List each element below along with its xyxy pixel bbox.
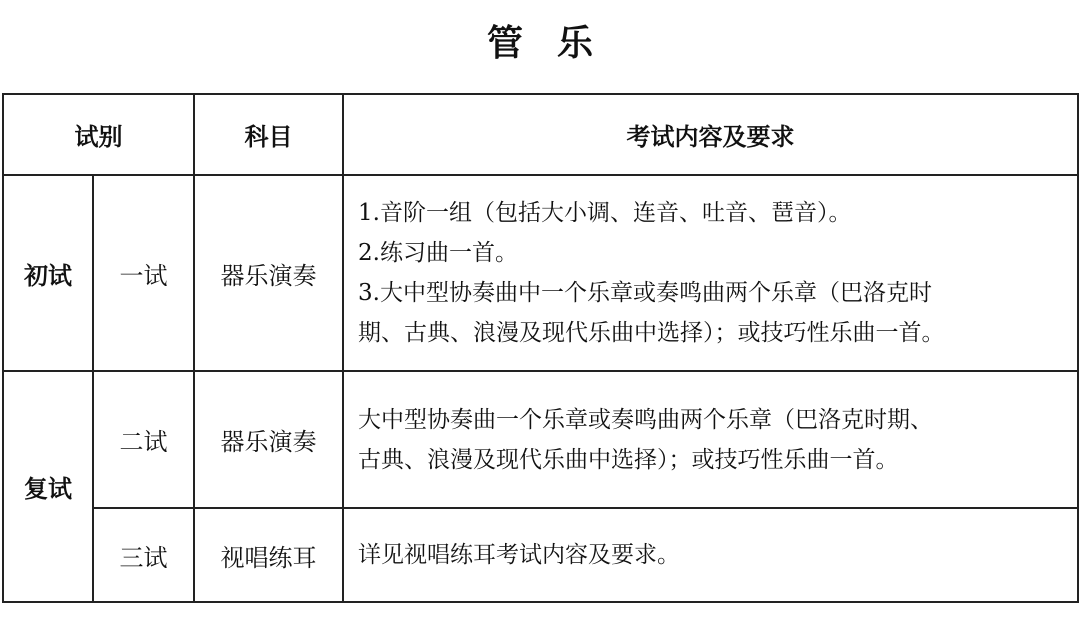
header-content: 考试内容及要求 — [343, 94, 1078, 175]
content-line: 古典、浪漫及现代乐曲中选择）；或技巧性乐曲一首。 — [358, 446, 899, 473]
subject-cell: 视唱练耳 — [194, 508, 343, 602]
table-row — [3, 371, 1078, 508]
content-line: 期、古典、浪漫及现代乐曲中选择）；或技巧性乐曲一首。 — [358, 320, 945, 346]
table-row — [3, 175, 1078, 371]
round-cell: 二试 — [93, 371, 194, 508]
exam-table — [2, 93, 1079, 603]
title-char-1: 管 — [486, 23, 523, 64]
round-cell: 一试 — [93, 175, 194, 371]
content-line: 2.练习曲一首。 — [358, 240, 518, 266]
level-cell: 复试 — [3, 371, 93, 602]
content-cell — [343, 371, 1078, 508]
content-cell — [343, 508, 1078, 602]
content-line: 大中型协奏曲一个乐章或奏鸣曲两个乐章（巴洛克时期、 — [358, 406, 933, 433]
subject-cell: 器乐演奏 — [194, 371, 343, 508]
header-subject: 科目 — [194, 94, 343, 175]
content-line: 1.音阶一组（包括大小调、连音、吐音、琶音）。 — [358, 200, 852, 226]
level-cell: 初试 — [3, 175, 93, 371]
content-line: 详见视唱练耳考试内容及要求。 — [358, 542, 680, 568]
content-cell — [343, 175, 1078, 371]
content-line: 3.大中型协奏曲中一个乐章或奏鸣曲两个乐章（巴洛克时 — [358, 280, 932, 306]
page-title — [0, 20, 1080, 68]
header-level: 试别 — [3, 94, 194, 175]
round-cell: 三试 — [93, 508, 194, 602]
table-row — [3, 508, 1078, 602]
title-char-2: 乐 — [557, 23, 594, 64]
subject-cell: 器乐演奏 — [194, 175, 343, 371]
header-row — [3, 94, 1078, 175]
